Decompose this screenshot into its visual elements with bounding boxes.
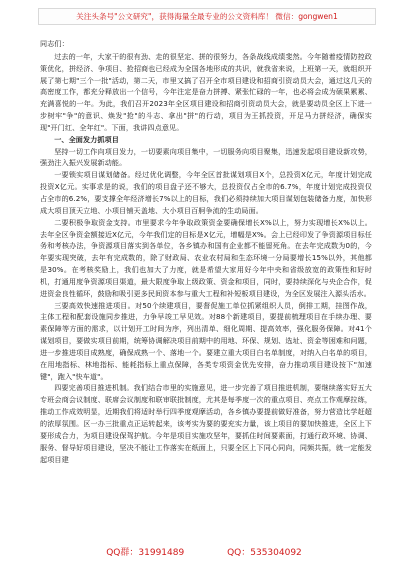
paragraph-list (40, 51, 372, 466)
section-heading: 一、全面发力抓项目 (54, 134, 119, 144)
paragraph: 二要积极争取资金支持。市里要求今年争取政策资金要确保增长X%以上，努力实现增长X%以上。去年全区争资金额接近X亿元，今年我们定的目标是X亿元，增幅是X%。会上已经印发了争资源项目标任务和考核办法，争资源项目落实到各单位，各乡镇办和国有企业都不能留死角。在去年完成数为0的，今年要实现突破，去年有完成数的，除了财政局、农业农村局和生态环境一分局要增长15%以外，其他都是30%。在考核奖励上，我们也加大了力度，就是希望大家用好今年中央和省级放宽的政策性和好时机，打通用度争资源项目渠道，最大限度争取上级政策、资金和项目，同时，要持续深化与央企合作，促进资金良性循环，鼓励和吸引更多民间资本参与重大工程和补短板项目建设，为全区发展注入源头活水。 (40, 217, 372, 298)
paragraph: 过去的一年，大家干的很有劲、走的很坚定、拼的很努力，各条战线成绩斐然。今年随着疫情防控政策优化，拼经济、争项目、抢招商也已经成为全国各地形成的共识，就我省来说，上班第一天，就组织开展了第七期"三个一批"活动，第二天，市里又搞了召开全市项目建设和招商引资动员大会，通过这几天的高密度工作，都充分释放出一个信号，今年注定是奋力拼搏、紧张忙碌的一年，也必将会成为硕果累累、充满喜悦的一年。为此，我们召开2023年全区项目建设和招商引资动员大会，就是要动员全区上下进一步树牢"争"的意识、焕发"抢"的斗志、拿出"拼"的行动，项目为王抓投资，开足马力拼经济，确保实现"开门红、全年红"。下面，我讲四点意见。 (40, 51, 372, 132)
qq-group: QQ群：31991489 (106, 548, 185, 558)
paragraph: 四要完善项目推进机制。我们结合市里的实施意见，进一步完善了项目推进机制，要继续落实好五大专班会商会议制度、联席会议制度和联审联批制度，尤其是每季度一次的重点项目、亮点工作观摩拉练，推动工作成效明显，近期我们将适时举行四季度观摩活动，各乡镇办要提前做好准备，努力营造比学赶超的浓厚氛围。区一办三批重点正运转起来，该考实为要的要充实力量，该上项目的要加快推进，全区上下要形成合力，为项目建设保驾护航。今年是项目实施攻坚年，要抓住时间要素面，打通行政环境、协调、服务、督导好项目建设，坚决不能让工作落实在纸面上，只要全区上下同心同向，同频共振，就一定能发起项目建 (40, 383, 372, 464)
source-banner: 关注头条号"公文研究"，获得海量全最专业的公文资料库！ 微信：gongwen1 (38, 8, 376, 25)
paragraph: 一要锁实项目谋划储备。经过优化调整，今年全区首批谋划项目X个，总投资X亿元，年度计划完成投资X亿元。实事求是的说，我们的项目盘子还不够大，总投资仅占全市的6.7%，年度计划完成投资仅占全市的6.2%，要支撑全年经济增长7%以上的目标，我们必须持续加大项目谋划包装储备力度，加快形成大项目顶天立地、小项目铺天盖地、大小项目百舸争流的生动局面。 (40, 170, 373, 215)
document-body (40, 38, 372, 465)
paragraph: 三要高效快速推进项目。对50个续建项目，要督促施工单位抓紧组织人员，倒排工期，挂图作战，主体工程和配套设施同步推进，力争早竣工早见效。对88个新建项目，要提前梳理项目在手续办理、要素保障等方面的需求，以计划开工时间为序，列出清单、细化周期、提高效率，强化服务保障。对41个谋划项目，要做实项目前期，统筹协调解决项目前期中的用地、环保、规划、选址、资金等困难和问题，进一步推进项目成熟度，确保成熟一个、落地一个。要建立重大项目白名单制度，对纳入白名单的项目，在用地指标、林地指标、能耗指标上重点保障，各类专项资金优先安排，奋力推动项目建设按下"加速键"，跑入"快车道"。 (40, 300, 372, 381)
greeting: 同志们： (40, 39, 69, 48)
paragraph: 坚持一切工作向项目发力，一切要素向项目集中，一切服务向项目聚集，迅速发起项目建设新攻势，强劲注入振兴发展新动能。 (40, 146, 372, 168)
footer-contacts (0, 545, 408, 561)
qq-contact: QQ：535304092 (227, 548, 302, 558)
